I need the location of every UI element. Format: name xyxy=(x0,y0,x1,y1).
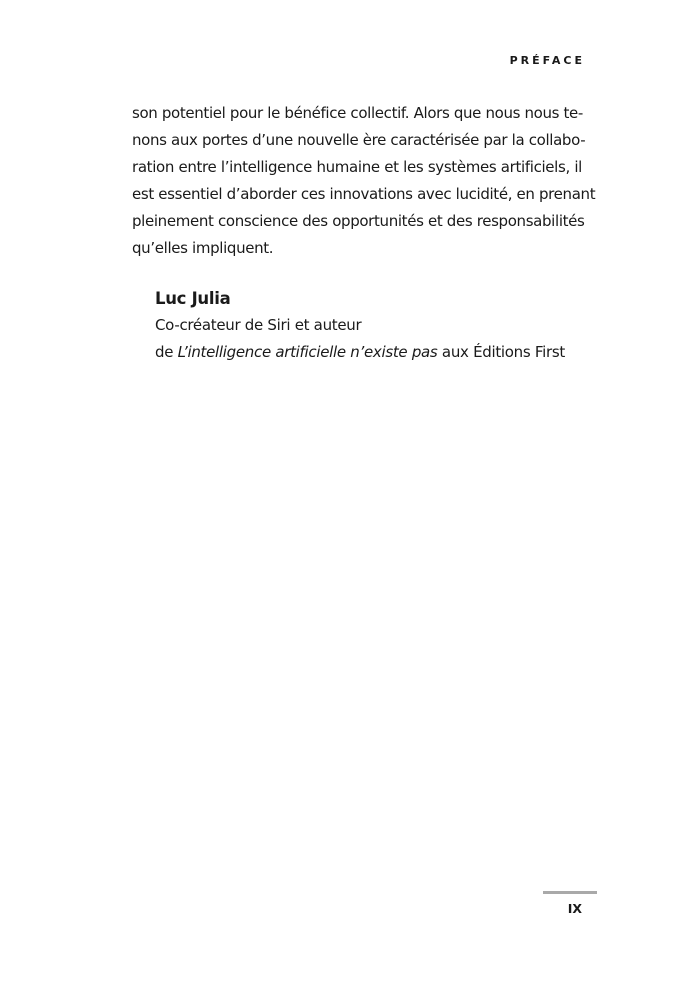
paragraph-line: est essentiel d’aborder ces innovations avec lucidité, en prenant xyxy=(132,185,596,203)
preface-paragraph xyxy=(132,100,596,262)
running-header: PRÉFACE xyxy=(509,54,585,67)
credit-suffix: aux Éditions First xyxy=(437,343,565,361)
footer-rule xyxy=(543,891,597,894)
book-title: L’intelligence artificielle n’existe pas xyxy=(177,343,438,361)
paragraph-line: nons aux portes d’une nouvelle ère caractérisée par la collabo- xyxy=(132,131,586,149)
paragraph-line: qu’elles impliquent. xyxy=(132,239,274,257)
paragraph-line: pleinement conscience des opportunités et des responsabilités xyxy=(132,212,585,230)
author-role: Co-créateur de Siri et auteur xyxy=(155,316,362,334)
author-book-credit xyxy=(155,339,565,366)
page-number: IX xyxy=(567,901,582,916)
paragraph-line: son potentiel pour le bénéfice collectif. Alors que nous nous te- xyxy=(132,104,583,122)
paragraph-line: ration entre l’intelligence humaine et les systèmes artificiels, il xyxy=(132,158,582,176)
credit-prefix: de xyxy=(155,343,178,361)
signature-block xyxy=(155,285,565,366)
author-name: Luc Julia xyxy=(155,289,231,308)
